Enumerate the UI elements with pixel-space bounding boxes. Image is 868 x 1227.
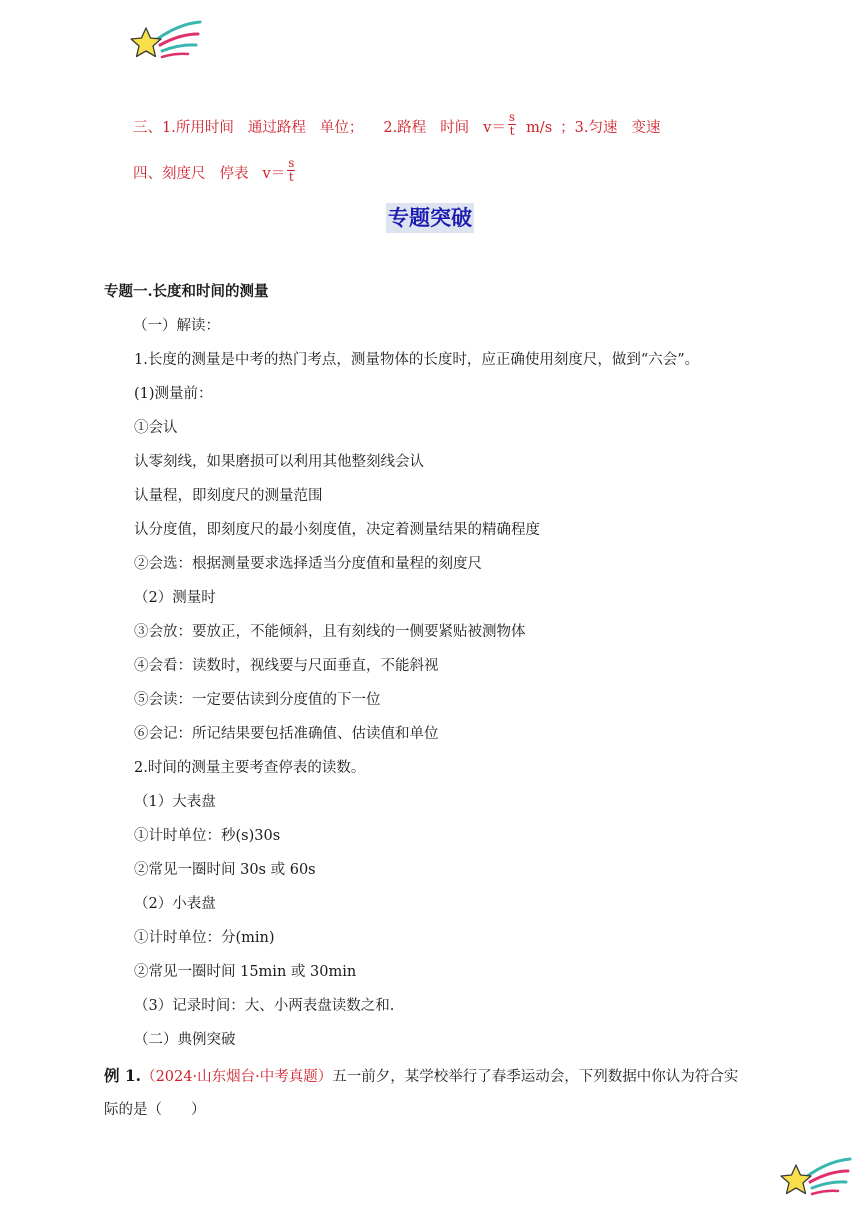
- body-line: ①计时单位：分(min): [134, 930, 275, 946]
- body-line: 2.时间的测量主要考查停表的读数。: [134, 760, 366, 776]
- body-line: ①会认: [134, 420, 178, 436]
- body-line: （二）典例突破: [134, 1032, 236, 1048]
- answer-text: 停表: [219, 166, 249, 182]
- body-line: ②常见一圈时间 15min 或 30min: [134, 964, 357, 980]
- fraction-numerator: s: [508, 109, 516, 124]
- answer-text: 时间: [440, 120, 470, 136]
- body-line: ⑤会读：一定要估读到分度值的下一位: [134, 692, 381, 708]
- fraction-denominator: t: [509, 123, 515, 138]
- body-line: 1.长度的测量是中考的热门考点，测量物体的长度时，应正确使用刻度尺，做到“六会”。: [134, 352, 700, 368]
- fraction: [508, 111, 516, 138]
- answer-text: 单位；: [319, 120, 364, 136]
- example-label: 例 1.: [104, 1066, 142, 1085]
- fraction: [287, 157, 295, 184]
- body-line: （3）记录时间：大、小两表盘读数之和.: [134, 998, 395, 1014]
- answer-text: 四、刻度尺: [133, 166, 206, 182]
- body-line: ②会选：根据测量要求选择适当分度值和量程的刻度尺: [134, 556, 482, 572]
- answer-text: 通过路程: [247, 120, 306, 136]
- formula-v: v＝: [262, 166, 286, 182]
- body-line: ①计时单位：秒(s)30s: [134, 828, 281, 844]
- body-line: (1)测量前：: [134, 386, 213, 402]
- body-line: ③会放：要放正，不能倾斜，且有刻线的一侧要紧贴被测物体: [134, 624, 526, 640]
- example-text: 五一前夕，某学校举行了春季运动会，下列数据中你认为符合实: [332, 1069, 739, 1085]
- answer-text: 变速: [631, 120, 661, 136]
- body-line: ⑥会记：所记结果要包括准确值、估读值和单位: [134, 726, 439, 742]
- formula-v: v＝: [483, 120, 506, 136]
- shooting-star-icon: [776, 1155, 852, 1201]
- unit-text: m/s: [526, 120, 553, 136]
- answer-text: ；3.匀速: [560, 120, 618, 136]
- body-line: 认分度值，即刻度尺的最小刻度值，决定着测量结果的精确程度: [134, 522, 540, 538]
- fraction-denominator: t: [288, 169, 294, 184]
- body-line: （1）大表盘: [134, 794, 216, 810]
- body-line: 认量程，即刻度尺的测量范围: [134, 488, 323, 504]
- body-line: 认零刻线，如果磨损可以利用其他整刻线会认: [134, 454, 424, 470]
- body-line: （2）小表盘: [134, 896, 216, 912]
- body-line: ②常见一圈时间 30s 或 60s: [134, 862, 316, 878]
- body-line: （2）测量时: [134, 590, 216, 606]
- example-line-1: [104, 1066, 738, 1087]
- answer-line-4: [133, 155, 297, 184]
- section-title: 专题突破: [386, 203, 474, 233]
- answer-line-3: [133, 109, 661, 138]
- answer-text: 2.路程: [383, 120, 427, 136]
- topic-heading: 专题一.长度和时间的测量: [104, 283, 269, 300]
- answer-text: 三、1.所用时间: [133, 120, 234, 136]
- shooting-star-icon: [126, 18, 202, 64]
- example-line-2: 际的是（ ）: [104, 1102, 206, 1118]
- fraction-numerator: s: [288, 155, 295, 170]
- body-line: （一）解读：: [133, 318, 220, 334]
- example-source: （2024·山东烟台·中考真题）: [141, 1069, 333, 1085]
- body-line: ④会看：读数时，视线要与尺面垂直，不能斜视: [134, 658, 439, 674]
